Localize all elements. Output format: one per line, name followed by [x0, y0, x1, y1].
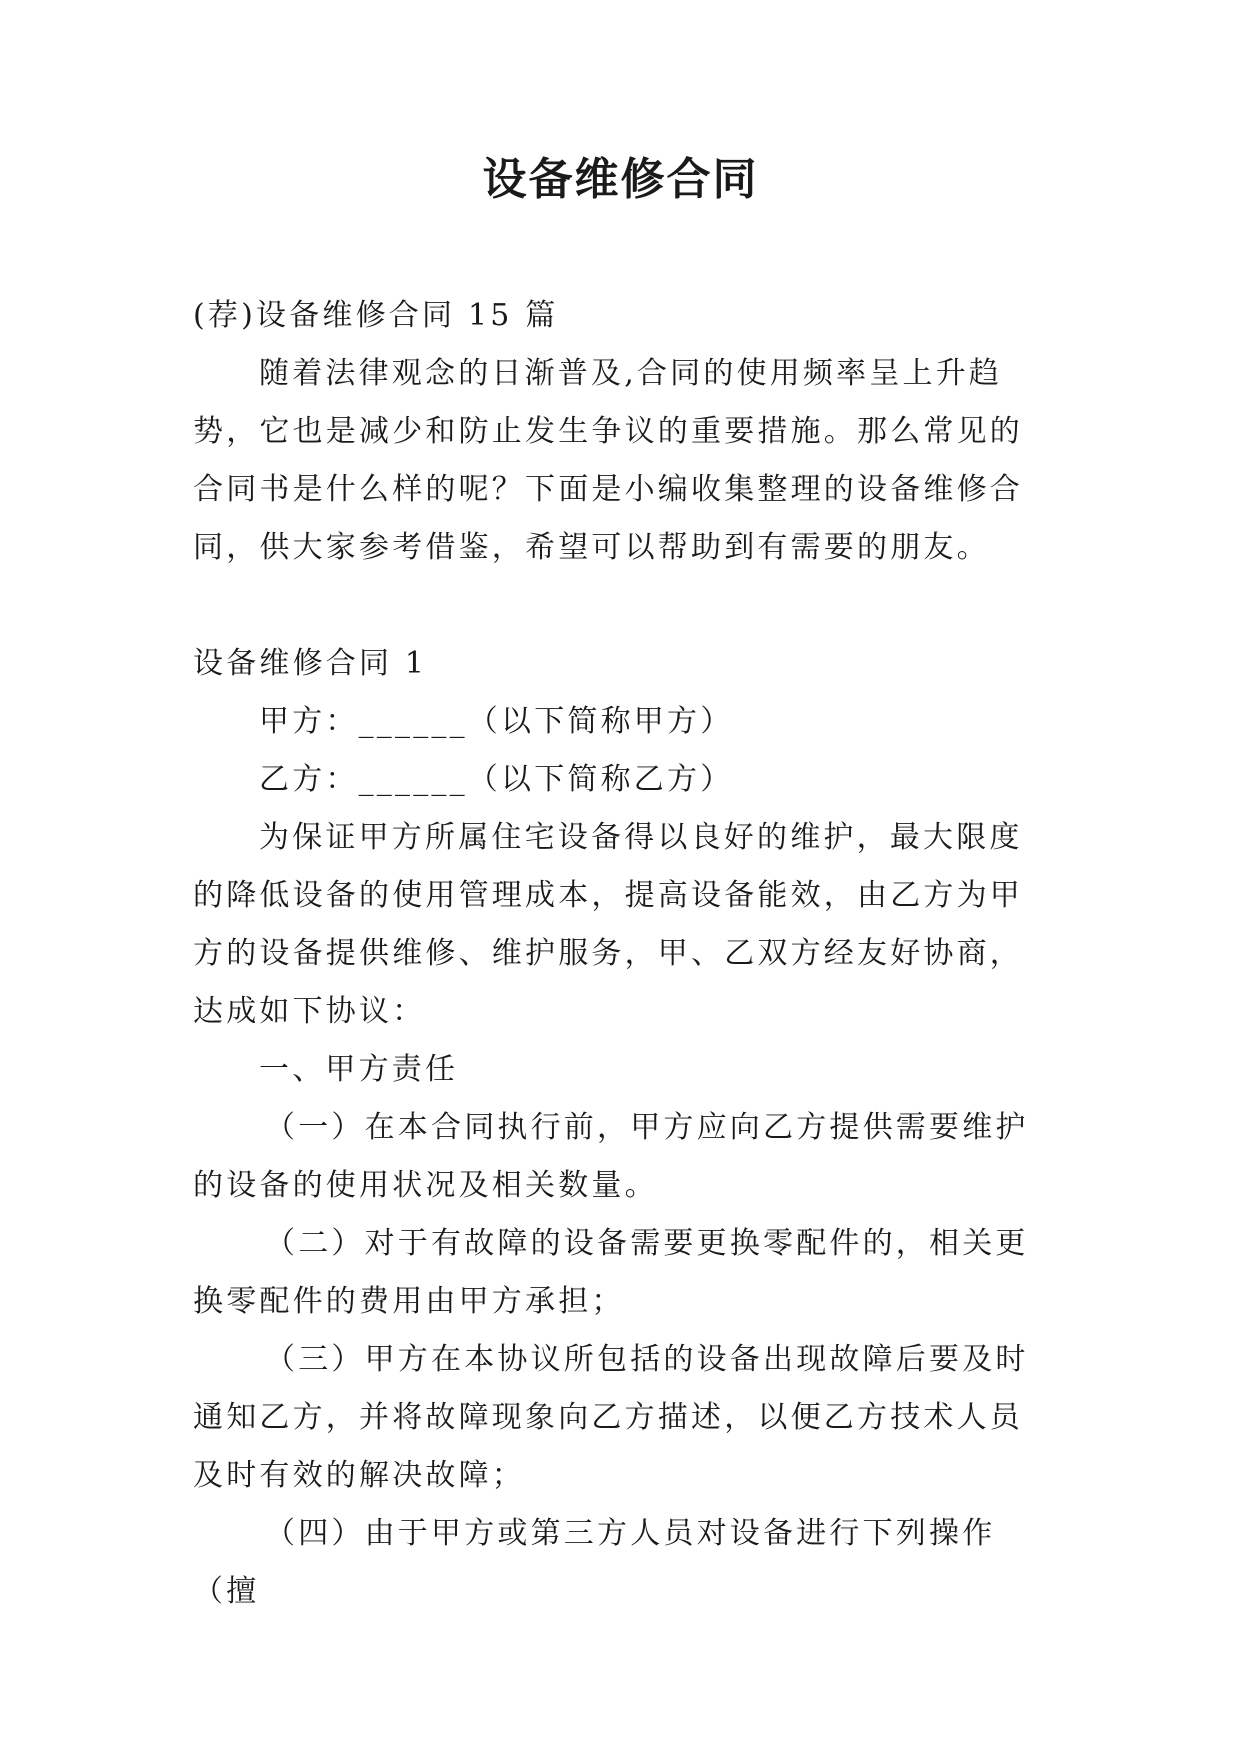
document-body	[193, 287, 1053, 1621]
section-heading: 设备维修合同 1	[193, 646, 428, 681]
document-title: 设备维修合同	[482, 154, 759, 205]
preamble-paragraph: 为保证甲方所属住宅设备得以良好的维护，最大限度的降低设备的使用管理成本，提高设备能效，由乙方为甲方的设备提供维修、维护服务，甲、乙双方经友好协商，达成如下协议：	[193, 820, 1023, 1029]
document-subtitle: (荐)设备维修合同 15 篇	[193, 298, 559, 333]
intro-paragraph: 随着法律观念的日渐普及,合同的使用频率呈上升趋势，它也是减少和防止发生争议的重要措施。那么常见的合同书是什么样的呢？下面是小编收集整理的设备维修合同，供大家参考借鉴，希望可以帮助到有需要的朋友。	[193, 356, 1023, 565]
clause-paragraph: （二）对于有故障的设备需要更换零配件的，相关更换零配件的费用由甲方承担；	[193, 1226, 1029, 1319]
party-b-line: 乙方：______（以下简称乙方）	[259, 762, 734, 797]
paragraph-gap	[193, 577, 1053, 635]
clause-paragraph: （三）甲方在本协议所包括的设备出现故障后要及时通知乙方，并将故障现象向乙方描述，以便乙方技术人员及时有效的解决故障；	[193, 1342, 1029, 1493]
clause-paragraph: （四）由于甲方或第三方人员对设备进行下列操作（擅	[193, 1516, 996, 1609]
clause-paragraph: （一）在本合同执行前，甲方应向乙方提供需要维护的设备的使用状况及相关数量。	[193, 1110, 1029, 1203]
party-a-line: 甲方：______（以下简称甲方）	[259, 704, 734, 739]
clause-heading: 一、甲方责任	[259, 1052, 459, 1087]
